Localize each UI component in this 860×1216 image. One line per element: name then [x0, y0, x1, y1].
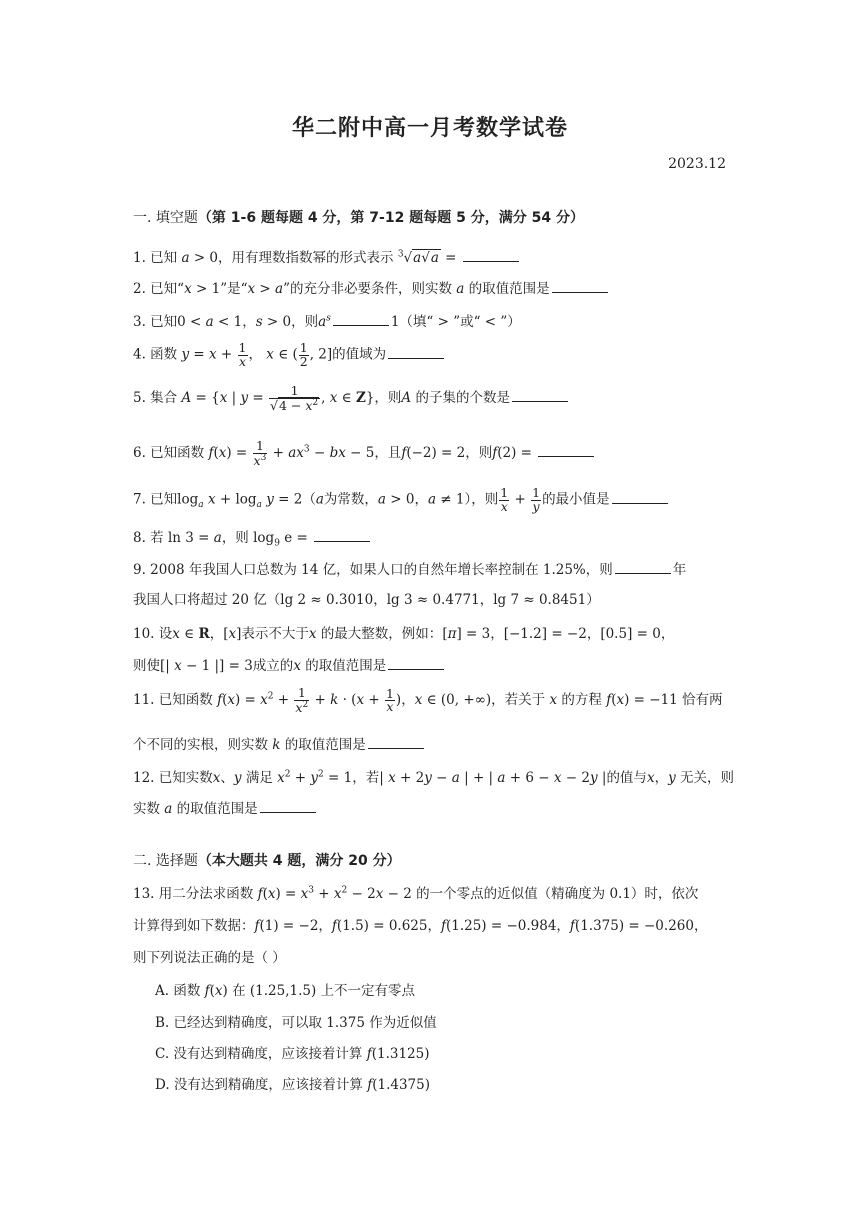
- section-title: 一. 填空题: [133, 210, 198, 226]
- q1-text-2: ，用有理数指数幂的形式表示: [218, 250, 394, 266]
- q12-text-6: 实数: [133, 801, 160, 817]
- q2-text: 2. 已知“: [133, 281, 185, 297]
- option-a-label: A. 函数: [155, 983, 201, 999]
- answer-blank[interactable]: [615, 561, 671, 574]
- answer-blank[interactable]: [388, 657, 444, 670]
- question-10-cont: 则使[| x − 1 |] = 3成立的x 的取值范围是: [133, 654, 446, 674]
- answer-blank[interactable]: [260, 800, 316, 813]
- question-2: 2. 已知“x > 1”是“x > a”的充分非必要条件，则实数 a 的取值范围是: [133, 277, 610, 297]
- q9-text-2: 年: [672, 562, 687, 578]
- question-6: 6. 已知函数 f(x) = $\frac{1}{x^3}$ + $ax^3$ − bx − 5，且f(−2) = 2，则f(2) =: [133, 440, 596, 467]
- question-5: 5. 集合 A = {x | y = $\frac{1}{√4 - x^2}$ , x ∈ Z}，则A 的子集的个数是: [133, 385, 570, 412]
- q9-text-4: ）: [586, 592, 600, 608]
- answer-blank[interactable]: [612, 491, 668, 504]
- answer-blank[interactable]: [463, 249, 519, 262]
- option-d-label: D. 没有达到精确度，应该接着计算: [155, 1077, 363, 1093]
- answer-blank[interactable]: [552, 280, 608, 293]
- q3-text-2: ，则: [291, 314, 319, 330]
- option-c-label: C. 没有达到精确度，应该接着计算: [155, 1046, 363, 1062]
- question-10: 10. 设x ∈ R，[x]表示不大于x 的最大整数，例如：[π] = 3，[−1.2] = −2，[0.5] = 0，: [133, 626, 675, 642]
- section-note: （本大题共 4 题，满分 20 分）: [197, 853, 401, 869]
- q9-text: 9. 2008 年我国人口总数为 14 亿，如果人口的自然年增长率控制在 1.25%，则: [133, 562, 613, 578]
- section-choice-heading: [133, 850, 401, 870]
- q12-text-3: ，若: [352, 770, 380, 786]
- q7-text-4: ），则: [464, 491, 499, 508]
- q6-text-3: ，则: [465, 445, 493, 462]
- answer-blank[interactable]: [538, 444, 594, 457]
- q11-text-4: 恰有两: [682, 692, 723, 709]
- q11-text-2: ，若关于: [491, 692, 546, 709]
- question-13-cont: 计算得到如下数据：f(1) = −2，f(1.5) = 0.625，f(1.25) = −0.984，f(1.375) = −0.260，: [133, 918, 708, 934]
- q13-text-2: 的一个零点的近似值（精确度为 0.1）时，依次: [416, 886, 699, 902]
- q5-text: 5. 集合: [133, 390, 178, 407]
- q10-text-6: 的取值范围是: [305, 658, 387, 674]
- q9-text-3: 我国人口将超过 20 亿（: [133, 592, 281, 608]
- q7-text: 7. 已知: [133, 491, 178, 508]
- q12-text-4: 的值与: [606, 770, 647, 786]
- q11-text-6: 的取值范围是: [284, 737, 366, 753]
- q5-text-3: 的子集的个数是: [415, 390, 510, 407]
- q13-text: 13. 用二分法求函数: [133, 886, 254, 902]
- option-a[interactable]: A. 函数 f(x) 在 (1.25,1.5) 上不一定有零点: [155, 983, 416, 999]
- question-3: 3. 已知0 < a < 1，s > 0，则$a^s$ 1（填“ > ”或“ < ”）: [133, 313, 521, 330]
- question-13: 13. 用二分法求函数 $f(x) = x^3 + x^2 - 2x - 2$ 的一个零点的近似值（精确度为 0.1）时，依次: [133, 885, 699, 902]
- exam-date: 2023.12: [668, 156, 726, 172]
- option-c[interactable]: C. 没有达到精确度，应该接着计算 f(1.3125): [155, 1046, 430, 1062]
- q8-text: 8. 若: [133, 530, 164, 546]
- option-a-text: 在: [232, 983, 246, 999]
- answer-blank[interactable]: [314, 529, 370, 542]
- q13-text-4: 则下列说法正确的是（ ）: [133, 950, 286, 966]
- q6-text-2: ，且: [374, 445, 402, 462]
- q7-text-5: 的最小值是: [542, 491, 610, 508]
- q4-text-2: 的值域为: [332, 346, 387, 363]
- question-8: 8. 若 ln 3 = a，则 $\log_9 e$ =: [133, 526, 372, 549]
- question-7: 7. 已知$\log_a x + \log_a y = 2(a$为常数，a > 0，a ≠ 1），则 $\frac{1}{x}$ + $\frac{1}{y}$ 的最小值是: [133, 487, 670, 513]
- question-12: 12. 已知实数x、y 满足 $x^2 + y^2 = 1$，若| x + 2y − a | + | a + 6 − x − 2y |的值与x，y 无关，则: [133, 769, 734, 786]
- option-d[interactable]: D. 没有达到精确度，应该接着计算 f(1.4375): [155, 1077, 431, 1093]
- question-1: 1. 已知 a > 0，用有理数指数幂的形式表示 $^3$√a√a =: [133, 246, 521, 266]
- q10-text-2: 表示不大于: [241, 626, 309, 642]
- q11-text: 11. 已知函数: [133, 692, 213, 709]
- page-title: 华二附中高一月考数学试卷: [291, 116, 568, 141]
- q4-text: 4. 函数: [133, 346, 178, 363]
- question-4: 4. 函数 y = x + $\frac{1}{x}$ ， x ∈ ( $\frac{1}{2}$ , 2]的值域为: [133, 342, 446, 368]
- q10-text-4: 则使: [133, 658, 160, 674]
- q2-text-3: ”的充分非必要条件，则实数: [283, 281, 452, 297]
- q3-text: 3. 已知: [133, 314, 178, 330]
- q7-text-3: 为常数，: [323, 491, 378, 508]
- q11-text-5: 个不同的实根，则实数: [133, 737, 268, 753]
- question-9: [133, 558, 686, 578]
- option-b[interactable]: [155, 1011, 437, 1031]
- option-a-text-2: 上不一定有零点: [320, 983, 416, 999]
- q12-text-7: 的取值范围是: [176, 801, 258, 817]
- q10-text-5: 成立的: [252, 658, 294, 674]
- question-9-cont: 我国人口将超过 20 亿（lg 2 ≈ 0.3010，lg 3 ≈ 0.4771，lg 7 ≈ 0.8451）: [133, 592, 600, 608]
- q11-text-3: 的方程: [561, 692, 602, 709]
- q12-text-5: 无关，则: [680, 770, 734, 786]
- section-fill-in-heading: [133, 207, 584, 227]
- answer-blank[interactable]: [333, 313, 389, 326]
- q6-text: 6. 已知函数: [133, 445, 205, 462]
- option-b-label: B. 已经达到精确度，可以取 1.375 作为近似值: [155, 1015, 437, 1031]
- q10-text: 10. 设: [133, 626, 173, 642]
- q2-text-2: ”是“: [220, 281, 248, 297]
- answer-blank[interactable]: [368, 736, 424, 749]
- q5-text-2: ，则: [374, 390, 402, 407]
- q13-text-3: 计算得到如下数据：: [133, 918, 255, 934]
- question-13-cont-2: [133, 946, 286, 966]
- q2-text-4: 的取值范围是: [468, 281, 550, 297]
- section-note: （第 1-6 题每题 4 分，第 7-12 题每题 5 分，满分 54 分）: [197, 210, 584, 226]
- q12-text: 12. 已知实数: [133, 770, 213, 786]
- question-11-cont: 个不同的实根，则实数 k 的取值范围是: [133, 733, 426, 753]
- q8-text-2: ，则: [221, 530, 249, 546]
- question-11: 11. 已知函数 $f(x) = x^2$ + $\frac{1}{x^2}$ + k · (x + $\frac{1}{x}$ )，x ∈ (0, +∞)，若关于 x 的方程 f(x) = −11 恰有两: [133, 685, 723, 715]
- question-12-cont: 实数 a 的取值范围是: [133, 797, 318, 817]
- section-title: 二. 选择题: [133, 853, 198, 869]
- q1-text: 1. 已知: [133, 250, 178, 266]
- q10-text-3: 的最大整数，例如：: [320, 626, 443, 642]
- q12-text-2: 满足: [245, 770, 273, 786]
- answer-blank[interactable]: [512, 389, 568, 402]
- q3-text-3: 1（填“ > ”或“ < ”）: [390, 314, 521, 330]
- answer-blank[interactable]: [388, 346, 444, 359]
- q7-text-2: （: [302, 491, 316, 508]
